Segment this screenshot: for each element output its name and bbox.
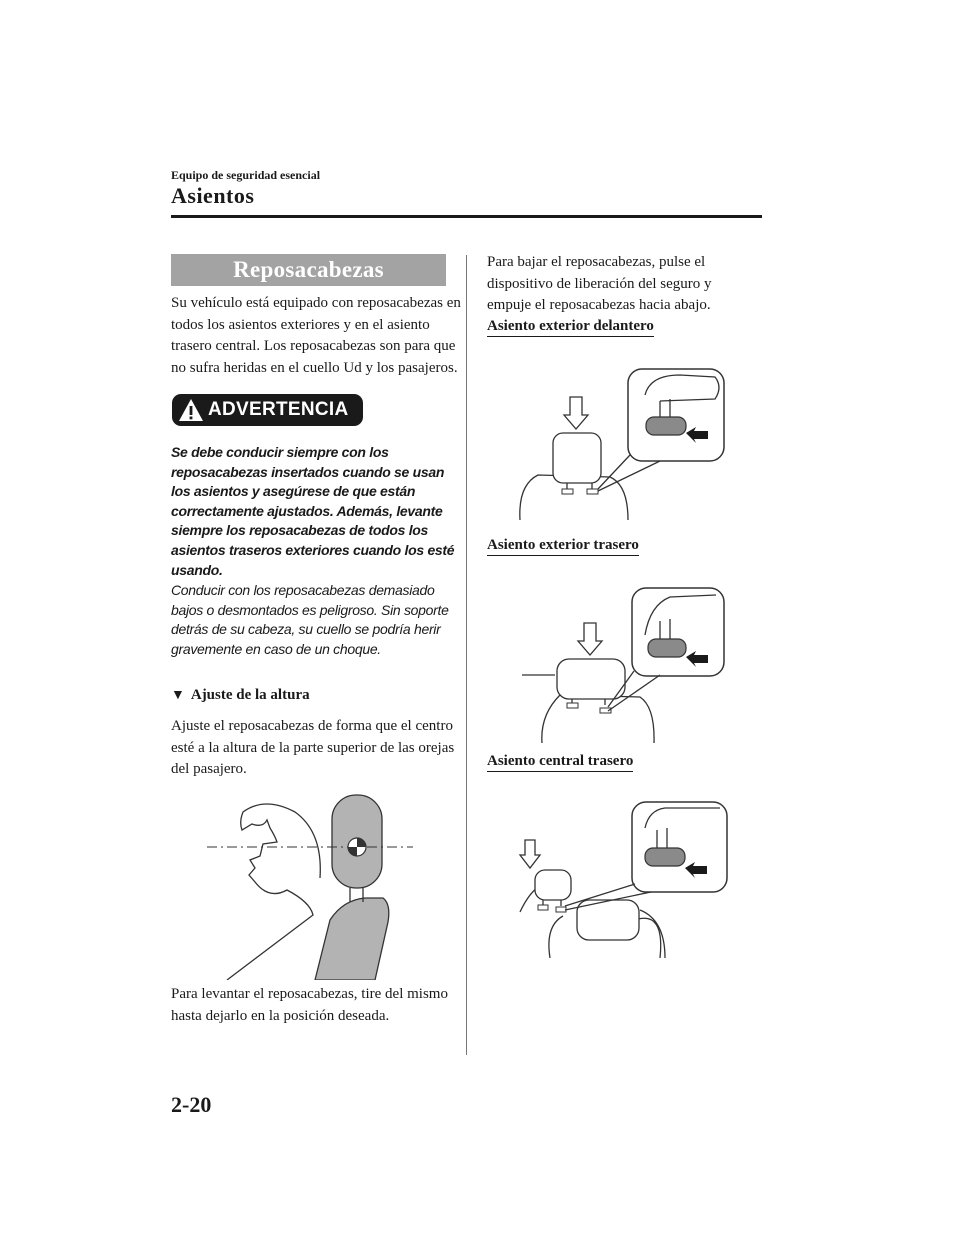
- rear-center-seat-illustration: [515, 800, 730, 960]
- rear-outer-seat-illustration: [520, 585, 730, 745]
- title-rule: [171, 215, 762, 218]
- warning-bold-text: Se debe conducir siempre con los reposacabezas insertados cuando se usan los asientos y asegúrese de que están correctamente ajustados. Además, levante siempre los reposacabezas de todos los asientos traseros exteriores cuando los esté usando.: [171, 444, 455, 578]
- raise-paragraph: Para levantar el reposacabezas, tire del mismo hasta dejarlo en la posición deseada.: [171, 986, 448, 1024]
- page-number: 2-20: [171, 1092, 212, 1117]
- lower-paragraph: Para bajar el reposacabezas, pulse el dispositivo de liberación del seguro y empuje el reposacabezas hacia abajo.: [487, 254, 712, 313]
- warning-badge: [172, 394, 363, 426]
- intro-paragraph: Su vehículo está equipado con reposacabezas en todos los asientos exteriores y en el asiento trasero central. Los reposacabezas son para que no sufra heridas en el cuello Ud y los pasajeros.: [171, 295, 461, 376]
- section-label: Equipo de seguridad esencial: [171, 168, 321, 182]
- heading-front-outer: Asiento exterior delantero: [487, 318, 654, 337]
- triangle-down-icon: ▼: [171, 687, 185, 703]
- warning-icon: [178, 398, 204, 422]
- adjust-paragraph: Ajuste el reposacabezas de forma que el centro esté a la altura de la parte superior de las orejas del pasajero.: [171, 718, 455, 777]
- heading-rear-center: Asiento central trasero: [487, 753, 633, 772]
- warning-label: ADVERTENCIA: [208, 399, 349, 420]
- subheading-text: Ajuste de la altura: [190, 687, 310, 703]
- warning-body-text: Conducir con los reposacabezas demasiado bajos o desmontados es peligroso. Sin soporte detrás de su cabeza, su cuello se podría herir gravemente en caso de un choque.: [171, 582, 449, 657]
- section-banner: Reposacabezas: [171, 254, 446, 286]
- page-title: Asientos: [171, 183, 255, 208]
- front-seat-illustration: [510, 365, 730, 525]
- column-divider: [466, 255, 467, 1055]
- headrest-height-illustration: [205, 790, 415, 980]
- subheading: [171, 687, 310, 704]
- heading-rear-outer: Asiento exterior trasero: [487, 537, 639, 556]
